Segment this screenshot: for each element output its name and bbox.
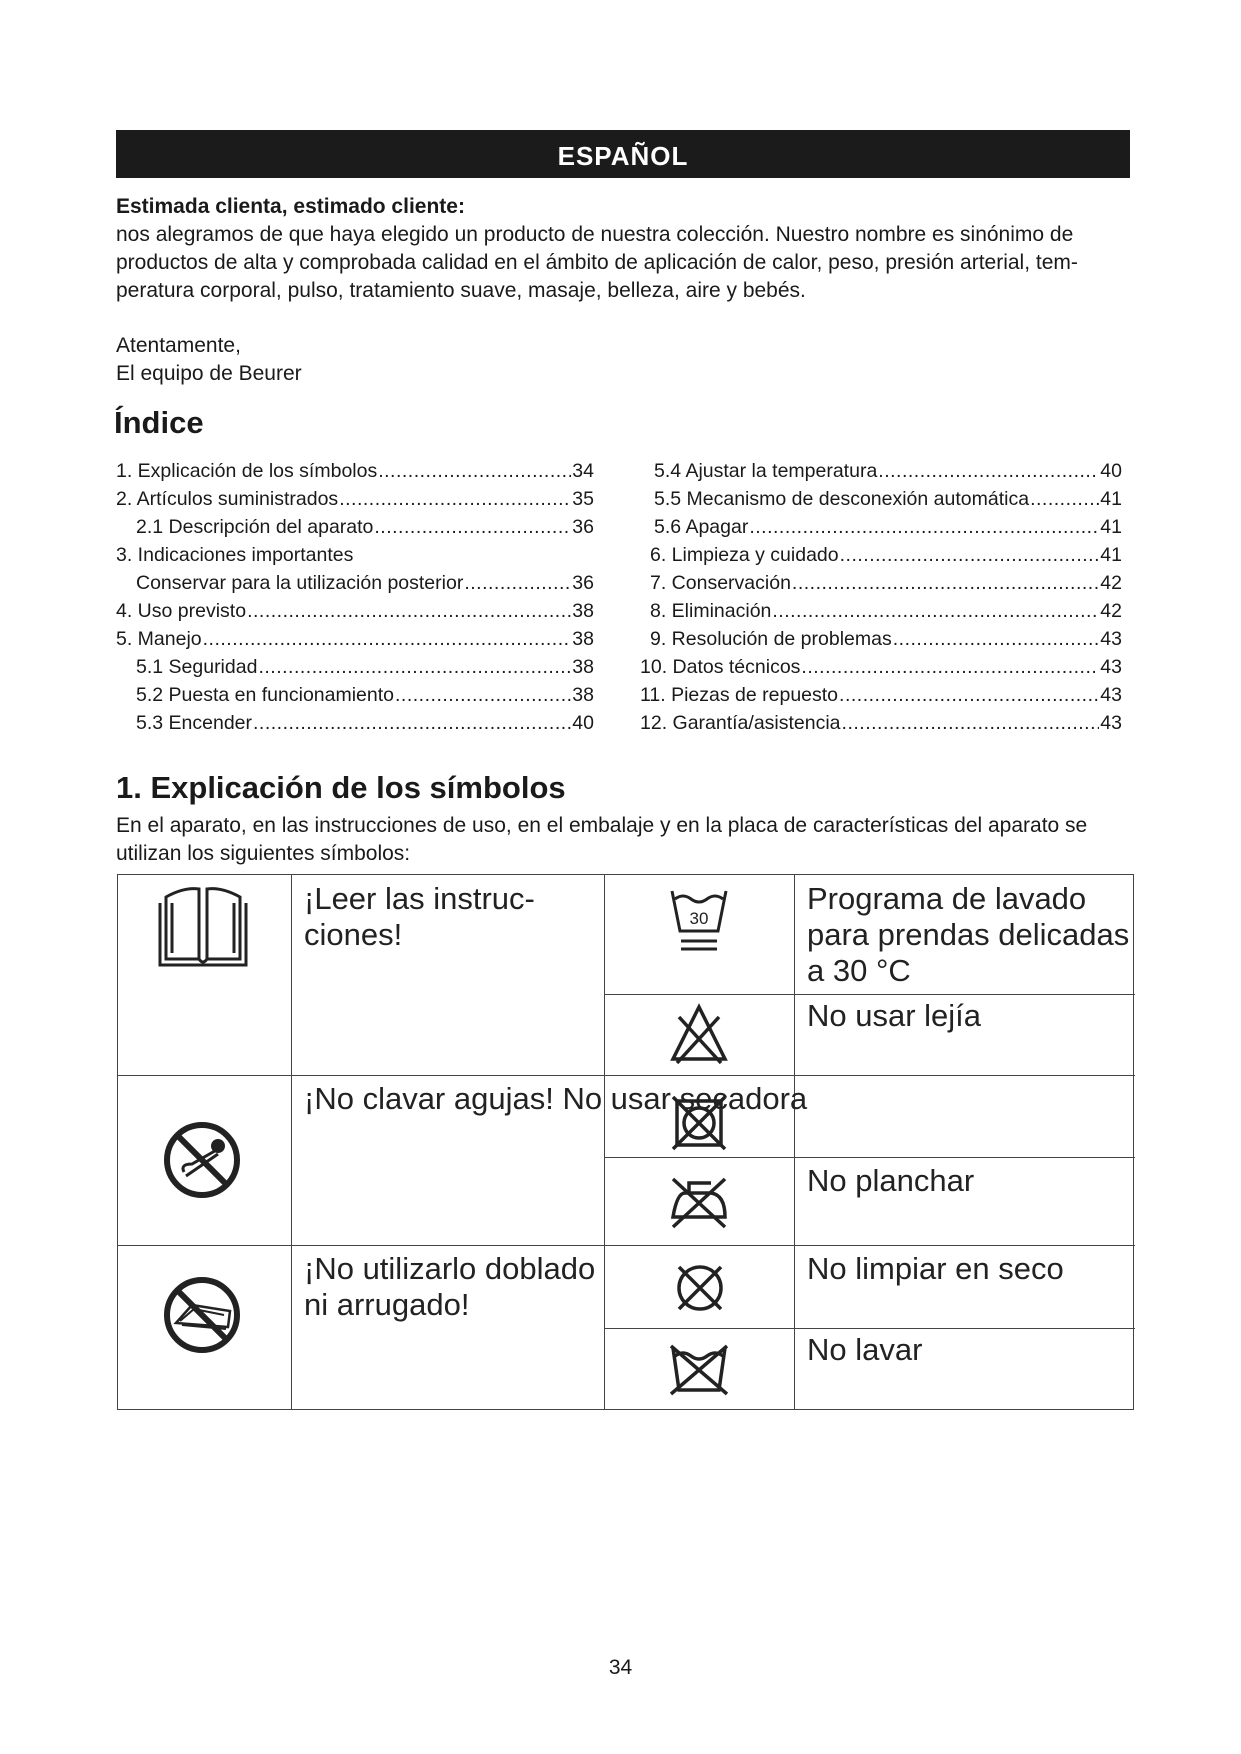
no-bleach-icon [669, 1003, 729, 1065]
greeting: Estimada clienta, estimado cliente: [116, 195, 465, 218]
intro-line: peratura corporal, pulso, tratamiento suave, masaje, belleza, aire y bebés. [116, 279, 806, 302]
toc-left-column [116, 457, 594, 737]
toc-entry[interactable]: 8. Eliminación ..... 42 [640, 597, 1122, 625]
toc-entry[interactable]: 11. Piezas de repuesto ..... 43 [640, 681, 1122, 709]
page-number: 34 [608, 1656, 633, 1679]
table-divider [604, 1328, 1135, 1329]
no-wash-icon [667, 1342, 731, 1396]
section-intro: En el aparato, en las instrucciones de uso, en el embalaje y en la placa de características del aparato se utilizan los siguientes símbolos: [116, 814, 1088, 865]
open-book-icon [154, 885, 252, 975]
language-header [116, 130, 1130, 178]
toc-entry[interactable]: 2. Artículos suministrados ..... 35 [116, 485, 594, 513]
toc-entry[interactable]: 5.3 Encender ..... 40 [116, 709, 594, 737]
table-divider [118, 1075, 1135, 1076]
index-title: Índice [114, 405, 204, 440]
toc-entry[interactable]: 7. Conservación ..... 42 [640, 569, 1122, 597]
symbol-label: No planchar [807, 1163, 975, 1198]
symbol-label: No limpiar en seco [807, 1251, 1064, 1286]
symbol-label: ¡No clavar agujas! No usar secadora [304, 1081, 808, 1116]
regards: Atentamente, [116, 334, 241, 357]
toc-entry[interactable]: 10. Datos técnicos ..... 43 [640, 653, 1122, 681]
no-dry-clean-icon [673, 1261, 727, 1315]
table-divider [118, 1245, 1135, 1246]
symbol-label: No lavar [807, 1332, 923, 1367]
symbol-label: ¡No utilizarlo doblado ni arrugado! [304, 1251, 596, 1322]
wash-30-icon [669, 887, 729, 955]
toc-right-column [640, 457, 1122, 737]
svg-text:30: 30 [689, 909, 709, 928]
toc-entry[interactable]: 5.4 Ajustar la temperatura ..... 40 [640, 457, 1122, 485]
intro-line: nos alegramos de que haya elegido un producto de nuestra colección. Nuestro nombre es sinónimo de [116, 223, 1074, 246]
symbol-label: Programa de lavado para prendas delicadas a 30 °C [807, 881, 1130, 988]
toc-entry[interactable]: 5.2 Puesta en funcionamiento ..... 38 [116, 681, 594, 709]
symbol-label: ¡Leer las instruc- ciones! [304, 881, 535, 952]
intro-text [116, 193, 1136, 305]
table-divider [291, 875, 292, 1409]
toc-entry[interactable]: 5.5 Mecanismo de desconexión automática ..... 41 [640, 485, 1122, 513]
language-label: ESPAÑOL [557, 140, 689, 171]
toc-entry[interactable]: 12. Garantía/asistencia ..... 43 [640, 709, 1122, 737]
signature: El equipo de Beurer [116, 362, 302, 385]
closing [116, 332, 302, 388]
no-pins-icon [162, 1120, 242, 1200]
table-divider [604, 1157, 1135, 1158]
toc-entry[interactable]: 6. Limpieza y cuidado ..... 41 [640, 541, 1122, 569]
no-folding-icon [162, 1275, 242, 1355]
toc-entry[interactable]: 9. Resolución de problemas ..... 43 [640, 625, 1122, 653]
table-divider [604, 994, 1135, 995]
toc-entry[interactable]: Conservar para la utilización posterior ..... 36 [116, 569, 594, 597]
toc-entry[interactable]: 5. Manejo ..... 38 [116, 625, 594, 653]
toc-entry[interactable]: 4. Uso previsto ..... 38 [116, 597, 594, 625]
toc-entry[interactable]: 1. Explicación de los símbolos ..... 34 [116, 457, 594, 485]
toc-entry[interactable]: 3. Indicaciones importantes [116, 544, 354, 566]
intro-line: productos de alta y comprobada calidad en el ámbito de aplicación de calor, peso, presión arterial, tem- [116, 251, 1078, 274]
toc-entry[interactable]: 5.1 Seguridad ..... 38 [116, 653, 594, 681]
section-title: 1. Explicación de los símbolos [116, 770, 566, 805]
toc-entry[interactable]: 5.6 Apagar ..... 41 [640, 513, 1122, 541]
no-iron-icon [667, 1171, 731, 1229]
symbols-table [117, 874, 1134, 1410]
symbol-label: No usar lejía [807, 998, 982, 1033]
toc-entry[interactable]: 2.1 Descripción del aparato ..... 36 [116, 513, 594, 541]
